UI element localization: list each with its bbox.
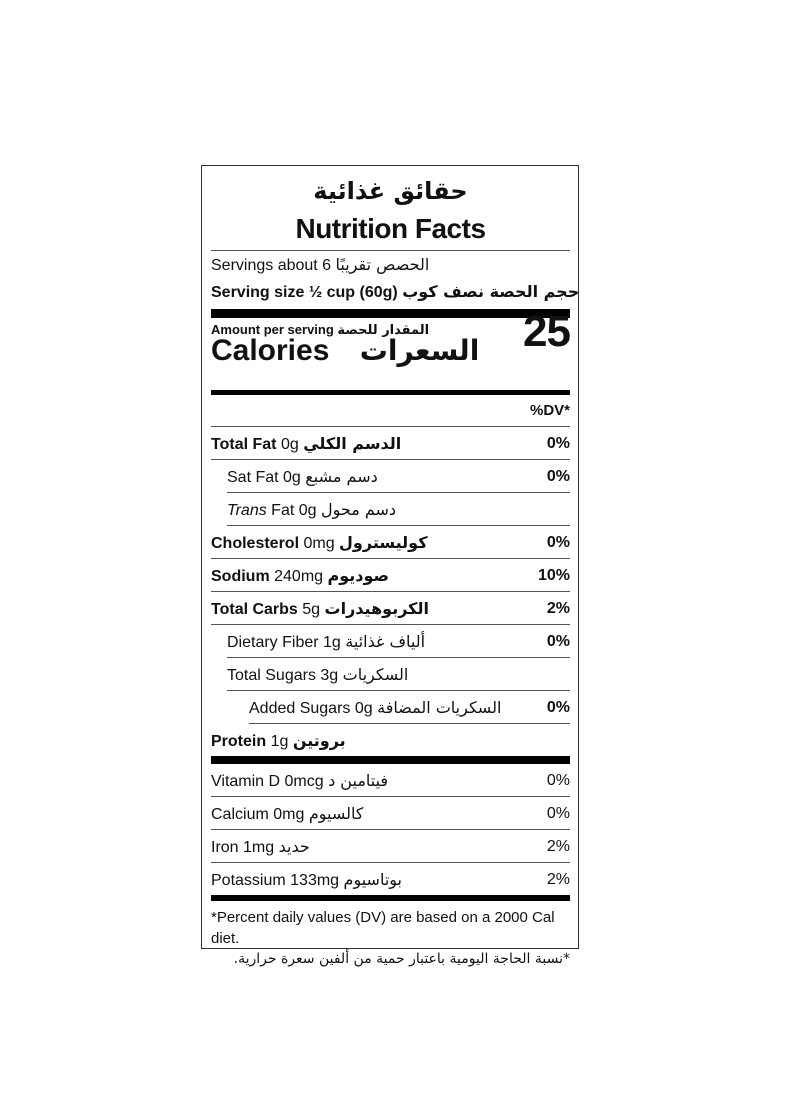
calories-label-ar: السعرات: [359, 334, 480, 367]
nutrient-name-group: [211, 526, 428, 558]
mineral-name-group: [211, 797, 363, 829]
mineral-name: Potassium: [211, 872, 286, 889]
nutrition-facts-label: [201, 165, 580, 967]
nutrient-amount: 1g: [270, 733, 289, 750]
nutrient-name-ar: الدسم الكلي: [303, 434, 402, 453]
mineral-name-ar: كالسيوم: [308, 804, 364, 823]
nutrient-name-group: [227, 460, 378, 492]
nutrient-name-ar: ألياف غذائية: [345, 632, 426, 651]
nutrient-row: [211, 592, 570, 625]
nutrient-dv: 0%: [546, 633, 570, 650]
nutrient-row: [211, 559, 570, 592]
nutrient-amount: 0g: [280, 436, 299, 453]
title-english: Nutrition Facts: [295, 213, 486, 244]
nutrient-name: Protein: [211, 733, 267, 750]
serving-size-line: [211, 278, 580, 305]
nutrient-name-ar: كوليسترول: [339, 533, 428, 552]
nutrient-name-group: [211, 592, 429, 624]
nutrient-name: Total Fat: [211, 436, 277, 453]
nutrient-amount: 0g: [283, 469, 301, 486]
nutrient-name-ar: دسم مشبع: [305, 467, 378, 486]
nutrient-amount: 0g: [354, 700, 373, 717]
nutrient-name-group: [249, 691, 501, 723]
nutrient-row: [227, 493, 570, 526]
nutrient-name-group: [211, 427, 401, 459]
nutrient-dv: 0%: [546, 534, 570, 551]
mineral-name: Calcium: [211, 806, 269, 823]
nutrient-name: Total Carbs: [211, 601, 298, 618]
nutrient-row: [249, 691, 570, 724]
nutrient-amount: 3g: [320, 667, 339, 684]
mineral-dv: 2%: [546, 838, 570, 855]
dv-header: %DV*: [211, 395, 570, 427]
nutrient-amount: 1g: [323, 634, 341, 651]
serving-size-ar: حجم الحصة نصف كوب: [402, 282, 580, 301]
nutrient-name-group: [211, 724, 346, 756]
nutrient-name-ar: السكريات: [342, 665, 409, 684]
nutrient-row: [211, 526, 570, 559]
mineral-name-group: [211, 863, 402, 895]
nutrient-amount: 0mg: [303, 535, 335, 552]
nutrient-row: [227, 625, 570, 658]
mineral-name-ar: فيتامين د: [328, 771, 389, 790]
mineral-amount: 0mcg: [284, 773, 324, 790]
nutrient-name-group: [211, 559, 389, 591]
nutrient-dv: 10%: [537, 567, 570, 584]
nutrient-name: Sat Fat: [227, 469, 279, 486]
nutrient-name-italic: Trans: [227, 502, 267, 519]
nutrient-name: Cholesterol: [211, 535, 300, 552]
footnote-ar: *نسبة الحاجة اليومية باعتبار حمية من ألفين سعرة حرارية.: [233, 951, 570, 967]
nutrient-name-ar: بروتين: [292, 731, 346, 750]
nutrient-amount: 5g: [302, 601, 321, 618]
mineral-row: [211, 863, 570, 895]
footnote-en: *Percent daily values (DV) are based on a 2000 Cal diet.: [211, 909, 555, 947]
nutrient-row: [211, 427, 570, 460]
mineral-list: [211, 764, 570, 895]
mineral-name: Iron: [211, 839, 239, 856]
nutrient-row: [211, 724, 570, 756]
nutrient-name-group: [227, 625, 425, 657]
amount-per-serving-en: Amount per serving: [211, 322, 334, 337]
title-arabic: حقائق غذائية: [313, 177, 468, 205]
mineral-row: [211, 764, 570, 797]
servings-line: [211, 251, 570, 278]
mineral-amount: 1mg: [243, 839, 275, 856]
mineral-row: [211, 830, 570, 863]
nutrient-dv: 2%: [546, 600, 570, 617]
mineral-name-ar: حديد: [278, 837, 310, 856]
nutrient-dv: 0%: [546, 699, 570, 716]
nutrient-name: Dietary Fiber: [227, 634, 319, 651]
calories-label-en: Calories: [211, 334, 330, 367]
mineral-dv: 0%: [546, 805, 570, 822]
mineral-name-group: [211, 830, 310, 862]
mineral-name-group: [211, 764, 388, 796]
mineral-dv: 0%: [546, 772, 570, 789]
servings-ar: الحصص تقريبًا: [335, 255, 430, 274]
nutrient-amount: 0g: [298, 502, 317, 519]
mineral-dv: 2%: [546, 871, 570, 888]
footnote: [211, 901, 570, 970]
nutrient-dv: 0%: [546, 435, 570, 452]
nutrient-row: [227, 658, 570, 691]
amount-per-serving-ar: المقدار للحصة: [337, 323, 430, 338]
mineral-amount: 133mg: [290, 872, 340, 889]
nutrient-name-ar: الكربوهيدرات: [324, 599, 429, 618]
mineral-name-ar: بوتاسيوم: [343, 870, 402, 889]
mineral-name: Vitamin D: [211, 773, 281, 790]
nutrient-name-ar: صوديوم: [327, 566, 389, 585]
thick-divider: [211, 756, 570, 764]
nutrient-name-group: [227, 658, 408, 690]
nutrient-name-ar: السكريات المضافة: [377, 698, 502, 717]
nutrient-list: [211, 427, 570, 756]
nutrient-row: [227, 460, 570, 493]
serving-size-en: Serving size ½ cup (60g): [211, 284, 398, 301]
calories-value: 25: [523, 307, 570, 356]
nutrient-dv: 0%: [546, 468, 570, 485]
nutrient-name-group: [227, 493, 396, 525]
mineral-row: [211, 797, 570, 830]
nutrient-name-ar: دسم محول: [321, 500, 397, 519]
servings-en: Servings about 6: [211, 257, 332, 274]
mineral-amount: 0mg: [273, 806, 305, 823]
nutrient-name: Added Sugars: [249, 700, 351, 717]
thick-divider: [211, 309, 570, 318]
nutrient-amount: 240mg: [274, 568, 324, 585]
nutrient-name: Sodium: [211, 568, 270, 585]
nutrient-name: Total Sugars: [227, 667, 316, 684]
nutrient-name: Fat: [271, 502, 295, 519]
